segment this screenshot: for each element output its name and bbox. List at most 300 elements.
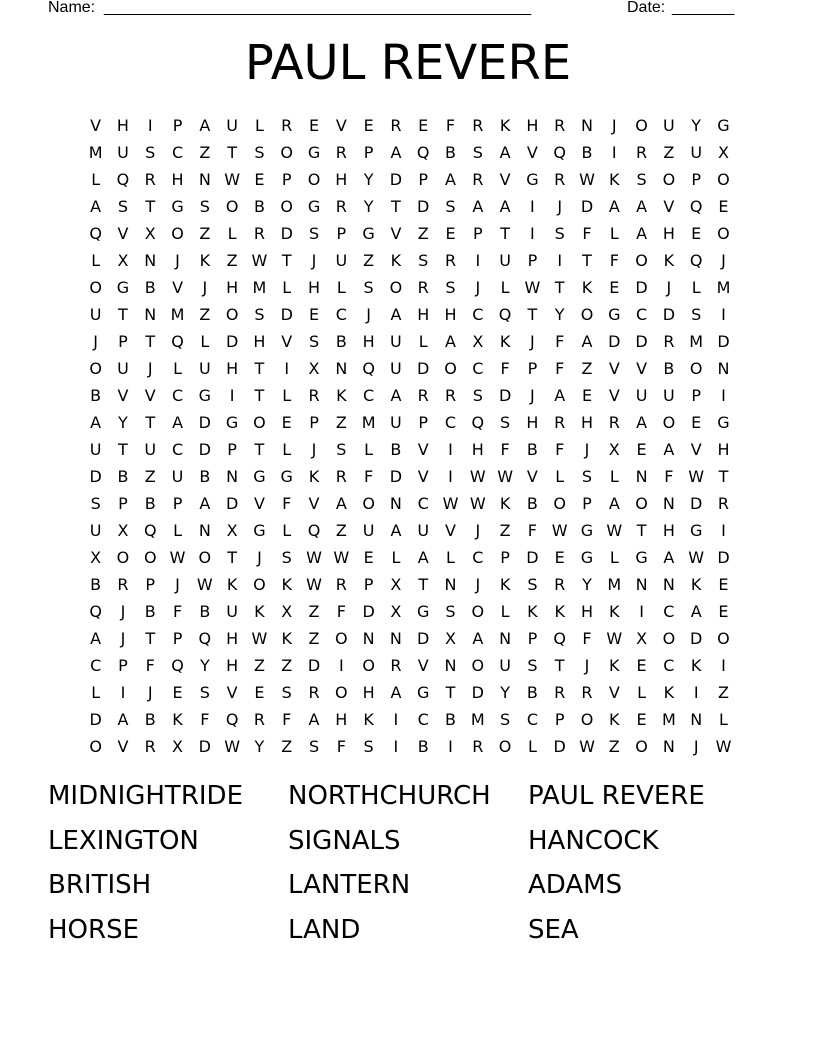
grid-letter: S	[363, 737, 374, 756]
grid-letter: J	[475, 521, 481, 540]
grid-letter: R	[144, 737, 156, 756]
grid-letter: U	[499, 251, 511, 270]
grid-letter: F	[664, 467, 674, 486]
grid-letter: T	[145, 629, 156, 648]
grid-letter: X	[281, 602, 293, 621]
grid-letter: B	[117, 467, 129, 486]
grid-letter: R	[390, 656, 402, 675]
grid-letter: R	[390, 116, 402, 135]
grid-letter: E	[554, 548, 565, 567]
page-title: PAUL REVERE	[244, 35, 572, 91]
grid-letter: K	[499, 332, 511, 351]
grid-letter: Z	[717, 683, 729, 702]
grid-letter: J	[120, 602, 126, 621]
grid-letter: P	[363, 575, 374, 594]
grid-letter: W	[688, 467, 705, 486]
grid-letter: G	[717, 116, 730, 135]
grid-letter: T	[582, 251, 592, 270]
grid-letter: A	[608, 494, 620, 513]
grid-letter: O	[717, 629, 730, 648]
grid-letter: V	[281, 332, 293, 351]
grid-letter: G	[280, 467, 293, 486]
grid-letter: R	[663, 332, 675, 351]
grid-letter: V	[253, 494, 265, 513]
grid-letter: D	[498, 386, 512, 405]
grid-letter: K	[281, 629, 292, 648]
grid-letter: C	[444, 413, 457, 432]
word-list-item: PAUL REVERE	[528, 781, 705, 811]
grid-letter: D	[280, 305, 293, 324]
grid-letter: K	[499, 116, 511, 135]
grid-letter: L	[227, 224, 237, 243]
grid-letter: K	[663, 683, 675, 702]
grid-letter: L	[391, 548, 401, 567]
grid-letter: A	[172, 413, 184, 432]
grid-letter: G	[526, 170, 539, 189]
grid-letter: V	[226, 683, 238, 702]
grid-letter: P	[227, 440, 237, 459]
grid-row	[82, 598, 738, 625]
grid-letter: E	[308, 116, 320, 135]
grid-letter: A	[608, 197, 620, 216]
grid-letter: A	[390, 305, 402, 324]
grid-letter: O	[362, 494, 375, 513]
grid-letter: G	[635, 548, 648, 567]
grid-letter: W	[196, 575, 213, 594]
grid-letter: V	[335, 116, 347, 135]
grid-letter: X	[636, 629, 648, 648]
grid-letter: F	[500, 440, 510, 459]
grid-letter: L	[282, 440, 292, 459]
grid-letter: R	[636, 143, 648, 162]
grid-letter: V	[117, 224, 129, 243]
grid-letter: N	[444, 656, 457, 675]
grid-letter: E	[636, 440, 647, 459]
grid-letter: H	[526, 116, 539, 135]
grid-letter: A	[554, 386, 566, 405]
grid-letter: K	[690, 575, 702, 594]
word-list-item: ADAMS	[528, 870, 623, 900]
grid-letter: E	[254, 683, 265, 702]
grid-letter: I	[338, 656, 344, 675]
grid-letter: S	[308, 332, 320, 351]
grid-letter: I	[611, 143, 617, 162]
grid-letter: U	[663, 116, 675, 135]
grid-letter: K	[390, 251, 402, 270]
grid-letter: P	[691, 170, 701, 189]
grid-letter: J	[311, 251, 317, 270]
grid-letter: B	[335, 332, 347, 351]
grid-letter: S	[90, 494, 101, 513]
grid-letter: W	[306, 575, 322, 594]
grid-letter: J	[721, 251, 726, 270]
grid-letter: S	[527, 575, 538, 594]
grid-row	[82, 193, 738, 220]
grid-letter: L	[609, 467, 619, 486]
grid-letter: A	[390, 143, 402, 162]
grid-letter: P	[172, 494, 183, 513]
grid-letter: D	[580, 197, 594, 216]
grid-letter: W	[688, 548, 705, 567]
word-list	[48, 776, 768, 954]
grid-letter: O	[116, 548, 130, 567]
grid-letter: P	[363, 143, 374, 162]
grid-letter: Z	[226, 251, 238, 270]
grid-letter: U	[417, 521, 430, 540]
word-list-item: SEA	[528, 914, 579, 945]
grid-letter: D	[635, 278, 648, 297]
grid-letter: N	[198, 521, 211, 540]
grid-letter: Z	[499, 521, 511, 540]
grid-row	[82, 382, 738, 409]
grid-letter: X	[472, 332, 484, 351]
grid-letter: M	[361, 413, 376, 432]
grid-letter: D	[198, 440, 211, 459]
grid-letter: S	[500, 413, 511, 432]
grid-letter: V	[308, 494, 320, 513]
grid-letter: S	[691, 305, 702, 324]
grid-letter: K	[172, 710, 183, 729]
grid-letter: J	[475, 278, 481, 297]
grid-letter: J	[93, 332, 98, 351]
grid-letter: D	[662, 305, 676, 324]
grid-letter: V	[390, 224, 402, 243]
grid-letter: N	[662, 737, 675, 756]
grid-letter: R	[253, 224, 265, 243]
word-search-grid	[82, 112, 738, 760]
grid-letter: C	[472, 548, 484, 567]
grid-letter: Y	[582, 575, 592, 594]
grid-letter: H	[526, 413, 539, 432]
grid-letter: O	[389, 278, 403, 297]
grid-letter: E	[609, 278, 620, 297]
grid-letter: Y	[199, 656, 210, 675]
grid-letter: O	[89, 278, 102, 297]
grid-letter: U	[117, 143, 129, 162]
grid-letter: L	[637, 683, 647, 702]
grid-row	[82, 517, 738, 544]
grid-letter: V	[90, 116, 102, 135]
grid-letter: S	[500, 710, 511, 729]
grid-letter: Z	[581, 359, 593, 378]
grid-letter: F	[145, 656, 155, 675]
grid-letter: E	[363, 116, 374, 135]
grid-letter: E	[363, 548, 374, 567]
grid-letter: E	[254, 170, 265, 189]
grid-letter: N	[690, 710, 703, 729]
grid-row	[82, 490, 738, 517]
grid-letter: V	[417, 440, 429, 459]
grid-letter: O	[198, 548, 212, 567]
grid-letter: F	[582, 629, 592, 648]
grid-letter: P	[118, 332, 128, 351]
grid-letter: F	[500, 359, 510, 378]
grid-letter: V	[526, 143, 538, 162]
grid-letter: V	[608, 683, 620, 702]
grid-row	[82, 409, 738, 436]
grid-letter: D	[417, 629, 430, 648]
grid-letter: I	[229, 386, 235, 405]
grid-letter: L	[418, 332, 428, 351]
grid-row	[82, 301, 738, 328]
grid-letter: T	[254, 386, 265, 405]
grid-letter: F	[555, 332, 565, 351]
grid-letter: E	[281, 413, 292, 432]
grid-letter: Q	[498, 305, 512, 324]
grid-letter: N	[226, 467, 239, 486]
grid-row	[82, 247, 738, 274]
grid-letter: S	[254, 305, 265, 324]
grid-letter: A	[499, 197, 511, 216]
grid-letter: K	[690, 656, 702, 675]
date-blank-line: _______	[672, 0, 735, 16]
grid-letter: G	[362, 224, 375, 243]
grid-letter: V	[144, 386, 156, 405]
grid-letter: K	[609, 656, 620, 675]
grid-letter: Z	[663, 143, 675, 162]
grid-letter: O	[362, 656, 375, 675]
grid-letter: F	[282, 710, 292, 729]
grid-letter: X	[226, 521, 238, 540]
grid-letter: Z	[363, 251, 375, 270]
grid-letter: A	[445, 332, 456, 351]
grid-letter: X	[172, 737, 184, 756]
grid-letter: Q	[689, 197, 703, 216]
grid-letter: D	[690, 494, 703, 513]
grid-letter: A	[636, 224, 648, 243]
grid-letter: R	[444, 386, 457, 405]
grid-letter: D	[690, 629, 703, 648]
grid-letter: L	[555, 467, 565, 486]
grid-letter: G	[253, 521, 266, 540]
grid-letter: E	[581, 386, 593, 405]
grid-letter: Z	[417, 224, 429, 243]
grid-letter: N	[144, 251, 157, 270]
grid-letter: F	[282, 494, 292, 513]
grid-letter: O	[635, 116, 648, 135]
grid-letter: J	[366, 305, 371, 324]
grid-letter: W	[169, 548, 186, 567]
grid-letter: K	[581, 278, 593, 297]
grid-letter: H	[717, 440, 730, 459]
grid-letter: H	[171, 170, 184, 189]
grid-letter: X	[717, 143, 729, 162]
grid-letter: A	[390, 683, 402, 702]
grid-letter: W	[306, 548, 322, 567]
grid-letter: J	[175, 251, 180, 270]
grid-letter: T	[227, 548, 238, 567]
grid-letter: O	[225, 305, 239, 324]
grid-row	[82, 571, 738, 598]
grid-letter: Q	[225, 710, 239, 729]
grid-letter: U	[499, 656, 511, 675]
grid-letter: E	[691, 413, 702, 432]
grid-letter: P	[527, 251, 538, 270]
grid-letter: K	[663, 251, 675, 270]
grid-letter: T	[254, 440, 265, 459]
grid-letter: A	[472, 197, 484, 216]
grid-letter: O	[662, 413, 676, 432]
grid-letter: S	[117, 197, 129, 216]
grid-letter: J	[147, 683, 153, 702]
grid-letter: N	[444, 575, 457, 594]
word-list-item: LEXINGTON	[48, 825, 199, 856]
grid-letter: K	[554, 602, 565, 621]
grid-letter: I	[721, 656, 726, 675]
grid-letter: I	[721, 386, 726, 405]
grid-letter: F	[555, 359, 565, 378]
grid-letter: A	[636, 413, 648, 432]
grid-letter: R	[554, 116, 566, 135]
grid-letter: T	[145, 332, 156, 351]
grid-letter: W	[715, 737, 732, 756]
grid-letter: S	[336, 440, 347, 459]
grid-letter: Z	[199, 305, 211, 324]
grid-row	[82, 220, 738, 247]
grid-row	[82, 652, 738, 679]
grid-letter: O	[717, 224, 730, 243]
grid-letter: Z	[608, 737, 620, 756]
grid-letter: H	[335, 170, 348, 189]
grid-letter: T	[554, 656, 565, 675]
grid-letter: B	[445, 143, 456, 162]
grid-letter: U	[89, 305, 102, 324]
grid-letter: A	[90, 197, 102, 216]
grid-letter: O	[280, 143, 294, 162]
grid-letter: A	[90, 413, 102, 432]
grid-letter: B	[144, 710, 156, 729]
grid-letter: X	[390, 602, 402, 621]
grid-letter: A	[117, 710, 129, 729]
grid-letter: C	[363, 386, 375, 405]
grid-letter: J	[530, 332, 535, 351]
grid-letter: U	[117, 359, 129, 378]
grid-letter: L	[500, 602, 510, 621]
grid-letter: O	[471, 602, 485, 621]
grid-letter: P	[582, 494, 592, 513]
grid-letter: I	[448, 467, 453, 486]
grid-letter: N	[635, 575, 648, 594]
grid-letter: L	[91, 683, 101, 702]
grid-letter: U	[635, 386, 648, 405]
grid-letter: A	[663, 440, 675, 459]
grid-letter: P	[281, 170, 292, 189]
grid-letter: G	[198, 386, 212, 405]
word-list-item: BRITISH	[48, 870, 152, 900]
grid-letter: H	[226, 629, 239, 648]
grid-letter: I	[721, 305, 726, 324]
grid-letter: U	[89, 440, 102, 459]
grid-letter: I	[530, 224, 535, 243]
grid-letter: D	[198, 737, 211, 756]
grid-letter: C	[417, 710, 429, 729]
grid-letter: J	[557, 197, 563, 216]
grid-letter: J	[147, 359, 153, 378]
grid-letter: T	[145, 413, 156, 432]
grid-letter: K	[609, 170, 620, 189]
grid-letter: Z	[281, 737, 293, 756]
grid-letter: M	[607, 575, 622, 594]
grid-letter: F	[555, 440, 565, 459]
grid-letter: Q	[553, 143, 566, 162]
grid-letter: R	[253, 710, 265, 729]
grid-row	[82, 436, 738, 463]
grid-letter: I	[448, 737, 453, 756]
grid-letter: E	[418, 116, 429, 135]
grid-letter: O	[662, 170, 676, 189]
grid-letter: E	[718, 575, 729, 594]
grid-letter: W	[224, 170, 241, 189]
grid-letter: A	[417, 548, 429, 567]
grid-letter: C	[417, 494, 429, 513]
grid-letter: Y	[363, 170, 374, 189]
grid-letter: G	[608, 305, 621, 324]
grid-letter: B	[199, 467, 211, 486]
grid-letter: R	[335, 467, 347, 486]
grid-letter: R	[472, 737, 484, 756]
grid-letter: E	[172, 683, 183, 702]
grid-letter: D	[198, 413, 211, 432]
grid-letter: O	[635, 737, 648, 756]
grid-letter: V	[636, 359, 648, 378]
grid-letter: R	[554, 683, 566, 702]
grid-letter: B	[144, 494, 156, 513]
grid-letter: B	[526, 440, 538, 459]
grid-letter: L	[282, 521, 292, 540]
grid-letter: Z	[199, 224, 211, 243]
grid-letter: H	[662, 521, 675, 540]
grid-letter: G	[417, 602, 430, 621]
grid-letter: R	[281, 116, 293, 135]
grid-letter: L	[200, 332, 210, 351]
grid-letter: E	[445, 224, 456, 243]
grid-letter: S	[281, 548, 292, 567]
grid-letter: W	[442, 494, 459, 513]
grid-letter: C	[171, 386, 184, 405]
grid-letter: V	[608, 386, 620, 405]
grid-row	[82, 274, 738, 301]
grid-letter: W	[579, 737, 595, 756]
grid-letter: W	[497, 467, 514, 486]
grid-letter: R	[472, 170, 484, 189]
grid-letter: O	[143, 548, 157, 567]
grid-letter: O	[635, 494, 648, 513]
grid-letter: D	[717, 332, 730, 351]
grid-letter: O	[553, 494, 566, 513]
grid-letter: X	[308, 359, 320, 378]
grid-row	[82, 625, 738, 652]
grid-letter: A	[636, 197, 648, 216]
grid-letter: T	[145, 197, 156, 216]
grid-letter: W	[469, 467, 486, 486]
grid-letter: R	[554, 413, 566, 432]
grid-letter: B	[144, 278, 156, 297]
grid-letter: U	[171, 467, 184, 486]
grid-letter: D	[417, 197, 430, 216]
grid-letter: D	[417, 359, 430, 378]
grid-letter: W	[469, 494, 486, 513]
grid-letter: N	[198, 170, 211, 189]
grid-letter: P	[118, 494, 128, 513]
grid-letter: F	[364, 467, 374, 486]
grid-letter: H	[253, 332, 266, 351]
grid-letter: J	[584, 440, 590, 459]
grid-letter: T	[118, 440, 128, 459]
grid-letter: Z	[144, 467, 156, 486]
grid-letter: G	[171, 197, 184, 216]
grid-letter: B	[663, 359, 675, 378]
grid-row	[82, 679, 738, 706]
